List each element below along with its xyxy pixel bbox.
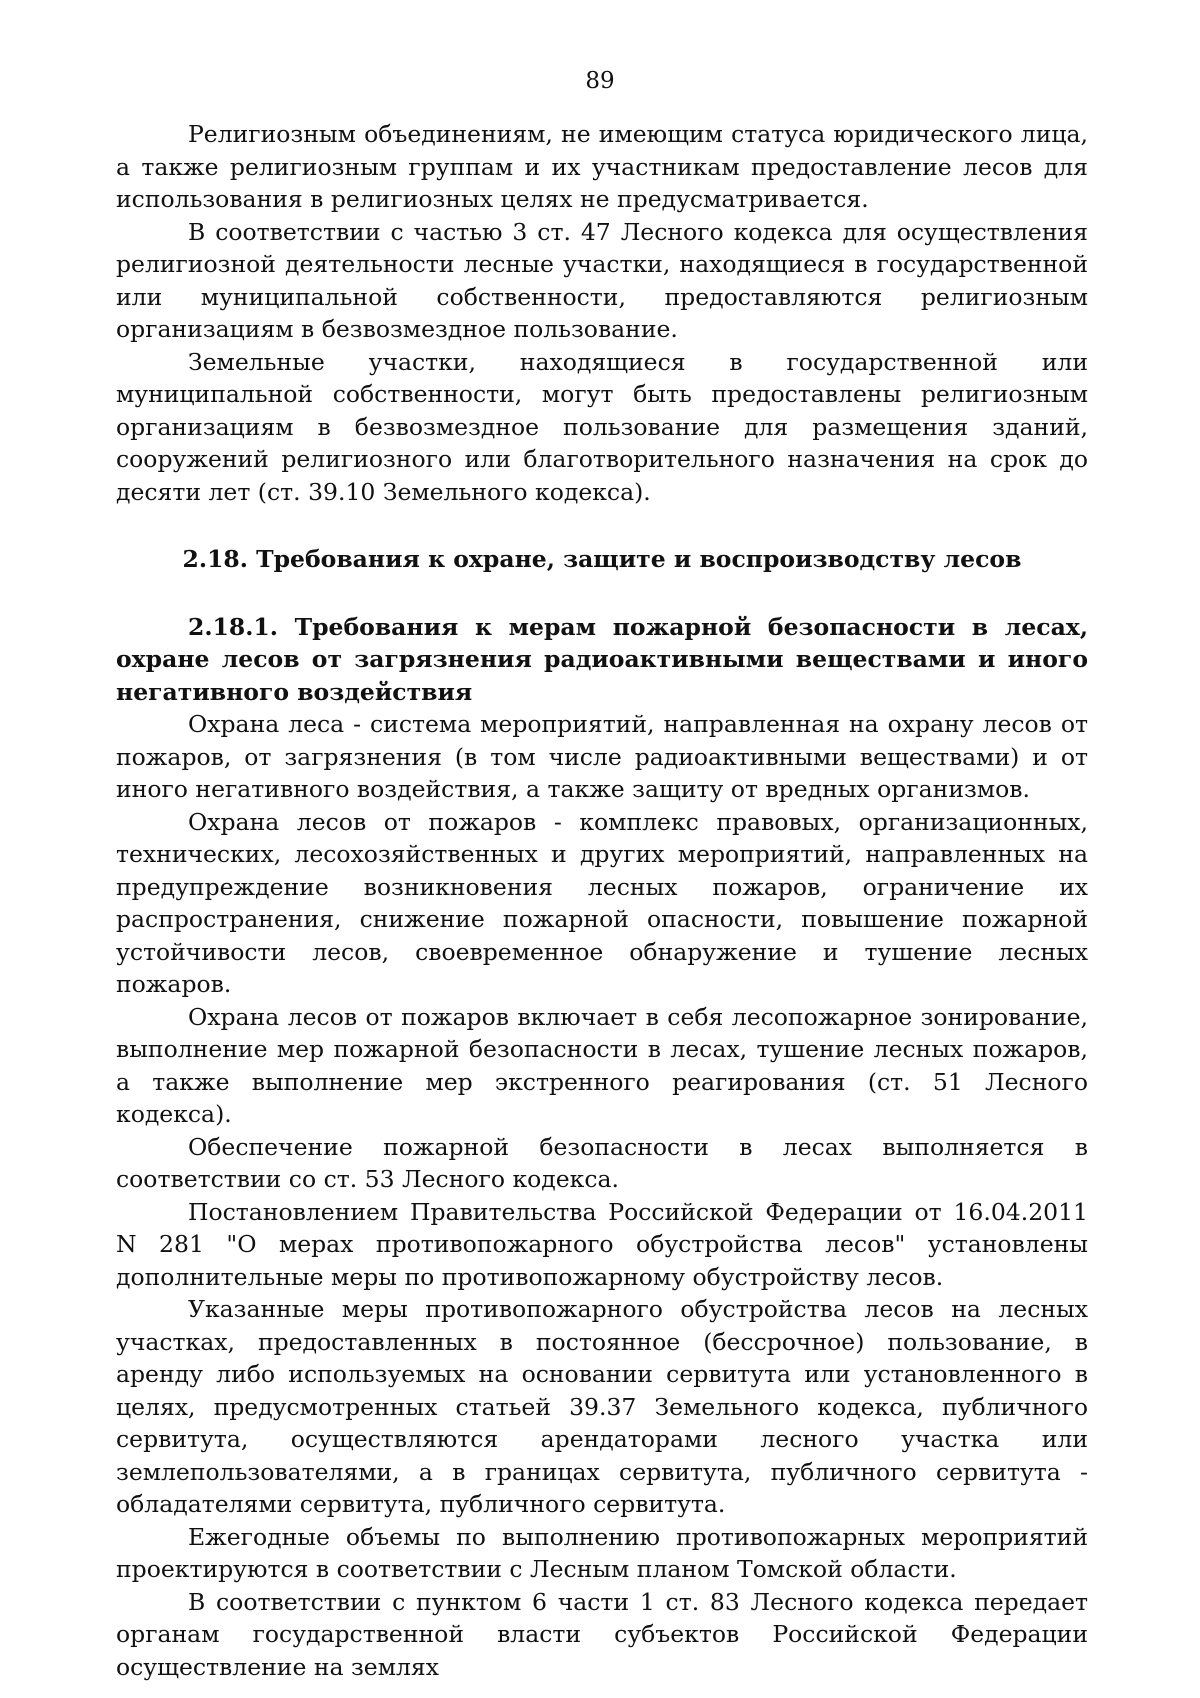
- paragraph-religious-groups: Религиозным объединениям, не имеющим статуса юридического лица, а также религиозным группам и их участникам предоставление лесов для использования в религиозных целях не предусматривается.: [116, 120, 1088, 213]
- section-heading: 2.18. Требования к охране, защите и воспроизводству лесов: [182, 545, 1022, 573]
- paragraph-annual-volumes: Ежегодные объемы по выполнению противопожарных мероприятий проектируются в соответствии с Лесным планом Томской области.: [116, 1522, 1088, 1583]
- paragraph-fire-protection-definition: Охрана лесов от пожаров - комплекс правовых, организационных, технических, лесохозяйственных и других мероприятий, направленных на предупреждение возникновения лесных пожаров, ограничение их распространения, снижение пожарной опасности, повышение пожарной устойчивости лесов, своевременное обнаружение и тушение лесных пожаров.: [116, 807, 1088, 998]
- paragraph-government-decree: Постановлением Правительства Российской Федерации от 16.04.2011 N 281 "О мерах противопожарного обустройства лесов" установлены дополнительные меры по противопожарному обустройству лесов.: [116, 1197, 1088, 1291]
- paragraph-fire-protection-includes: Охрана лесов от пожаров включает в себя лесопожарное зонирование, выполнение мер пожарной безопасности в лесах, тушение лесных пожаров, а также выполнение мер экстренного реагирования (ст. 51 Лесного кодекса).: [116, 1002, 1088, 1128]
- paragraph-land-plots: Земельные участки, находящиеся в государственной или муниципальной собственности, могут быть предоставлены религиозным организациям в безвозмездное пользование для размещения зданий, сооружений религиозного или благотворительного назначения на срок до десяти лет (ст. 39.10 Земельного кодекса).: [116, 347, 1088, 506]
- paragraph-forest-code-art47: В соответствии с частью 3 ст. 47 Лесного кодекса для осуществления религиозной деятельности лесные участки, находящиеся в государственной или муниципальной собственности, предоставляются религиозным организациям в безвозмездное пользование.: [116, 217, 1088, 343]
- document-body: [116, 118, 1088, 1683]
- subsection-heading: 2.18.1. Требования к мерам пожарной безопасности в лесах, охране лесов от загрязнения радиоактивными веществами и иного негативного воздействия: [116, 612, 1088, 706]
- paragraph-fire-measures-plots: Указанные меры противопожарного обустройства лесов на лесных участках, предоставленных в постоянное (бессрочное) пользование, в аренду либо используемых на основании сервитута или установленного в целях, предусмотренных статьей 39.37 Земельного кодекса, публичного сервитута, осуществляются арендаторами лесного участка или землепользователями, а в границах сервитута, публичного сервитута - обладателями сервитута, публичного сервитута.: [116, 1295, 1088, 1518]
- paragraph-fire-safety-art53: Обеспечение пожарной безопасности в лесах выполняется в соответствии со ст. 53 Лесного кодекса.: [116, 1132, 1088, 1193]
- paragraph-art83-transfer: В соответствии с пунктом 6 части 1 ст. 83 Лесного кодекса передает органам государственной власти субъектов Российской Федерации осуществление на землях: [116, 1587, 1088, 1681]
- page-number: 89: [585, 68, 615, 94]
- paragraph-forest-protection-definition: Охрана леса - система мероприятий, направленная на охрану лесов от пожаров, от загрязнения (в том числе радиоактивными веществами) и от иного негативного воздействия, а также защиту от вредных организмов.: [116, 710, 1088, 803]
